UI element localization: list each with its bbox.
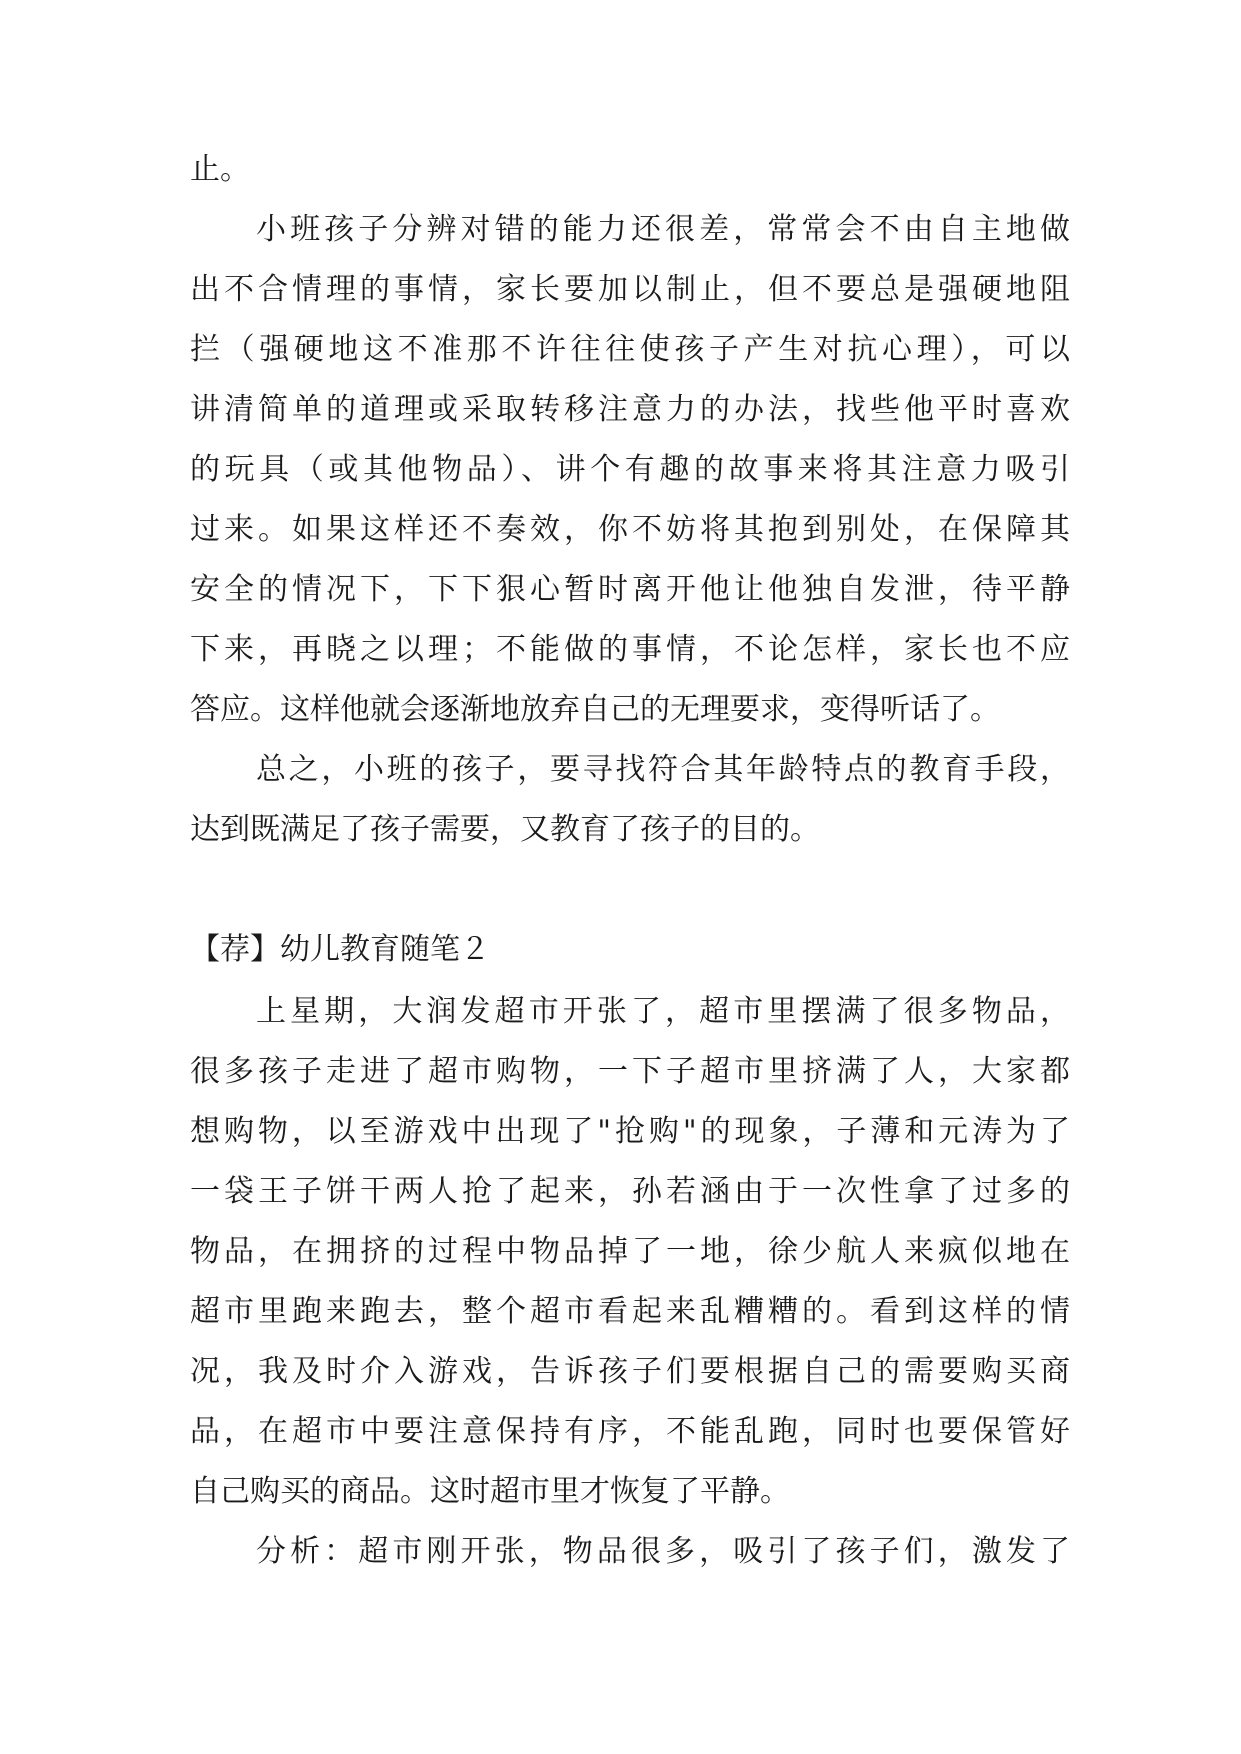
paragraph-line: 止。 xyxy=(190,152,250,187)
paragraph-line: 品，在超市中要注意保持有序，不能乱跑，同时也要保管好 xyxy=(190,1414,1070,1449)
paragraph-line: 出不合情理的事情，家长要加以制止，但不要总是强硬地阻 xyxy=(190,272,1070,307)
paragraph-line: 达到既满足了孩子需要，又教育了孩子的目的。 xyxy=(190,812,820,847)
paragraph-line: 很多孩子走进了超市购物，一下子超市里挤满了人，大家都 xyxy=(190,1054,1070,1089)
paragraph-line: 过来。如果这样还不奏效，你不妨将其抱到别处，在保障其 xyxy=(190,512,1070,547)
paragraph-line: 下来，再晓之以理；不能做的事情，不论怎样，家长也不应 xyxy=(190,632,1070,667)
paragraph-line: 超市里跑来跑去，整个超市看起来乱糟糟的。看到这样的情 xyxy=(190,1294,1070,1329)
paragraph-line: 自己购买的商品。这时超市里才恢复了平静。 xyxy=(190,1474,790,1509)
paragraph-line: 况，我及时介入游戏，告诉孩子们要根据自己的需要购买商 xyxy=(190,1354,1070,1389)
paragraph-line: 总之，小班的孩子，要寻找符合其年龄特点的教育手段， xyxy=(256,752,1070,787)
paragraph-line: 上星期，大润发超市开张了，超市里摆满了很多物品， xyxy=(256,994,1070,1029)
paragraph-line: 答应。这样他就会逐渐地放弃自己的无理要求，变得听话了。 xyxy=(190,692,1000,727)
paragraph-line: 分析：超市刚开张，物品很多，吸引了孩子们，激发了 xyxy=(256,1534,1070,1569)
paragraph-line: 小班孩子分辨对错的能力还很差，常常会不由自主地做 xyxy=(256,212,1070,247)
paragraph-line: 讲清简单的道理或采取转移注意力的办法，找些他平时喜欢 xyxy=(190,392,1070,427)
paragraph-line: 的玩具（或其他物品）、讲个有趣的故事来将其注意力吸引 xyxy=(190,452,1070,487)
paragraph-line: 一袋王子饼干两人抢了起来，孙若涵由于一次性拿了过多的 xyxy=(190,1174,1070,1209)
section-heading: 【荐】幼儿教育随笔２ xyxy=(190,932,490,967)
paragraph-line: 安全的情况下，下下狠心暂时离开他让他独自发泄，待平静 xyxy=(190,572,1070,607)
paragraph-line: 物品，在拥挤的过程中物品掉了一地，徐少航人来疯似地在 xyxy=(190,1234,1070,1269)
paragraph-line: 想购物，以至游戏中出现了"抢购"的现象，子薄和元涛为了 xyxy=(190,1114,1070,1149)
paragraph-line: 拦（强硬地这不准那不许往往使孩子产生对抗心理），可以 xyxy=(190,332,1070,367)
